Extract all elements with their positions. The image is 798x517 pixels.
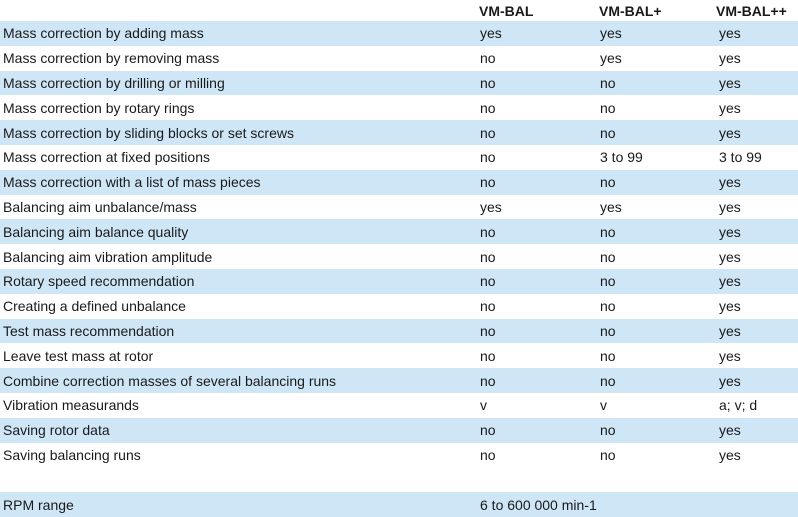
feature-cell: Leave test mass at rotor [3, 347, 154, 364]
vm-bal-cell: no [480, 124, 496, 141]
table-row [0, 244, 798, 269]
header-vm-bal-plusplus: VM-BAL++ [716, 2, 787, 19]
vm-bal-cell: no [480, 74, 496, 91]
vm-bal-plusplus-cell: yes [719, 174, 741, 191]
vm-bal-plusplus-cell: yes [719, 422, 741, 439]
table-row [0, 95, 798, 120]
vm-bal-plusplus-cell: yes [719, 198, 741, 215]
vm-bal-cell: no [480, 149, 496, 166]
table-row [0, 145, 798, 170]
vm-bal-plus-cell: v [600, 397, 607, 414]
vm-bal-plus-cell: no [600, 422, 616, 439]
feature-cell: Balancing aim unbalance/mass [3, 198, 197, 215]
vm-bal-plus-cell: no [600, 446, 616, 463]
rpm-value: 6 to 600 000 min-1 [480, 496, 597, 513]
feature-cell: Saving balancing runs [3, 446, 141, 463]
vm-bal-cell: no [480, 322, 496, 339]
vm-bal-plusplus-cell: yes [719, 25, 741, 42]
vm-bal-plus-cell: no [600, 298, 616, 315]
vm-bal-cell: no [480, 422, 496, 439]
vm-bal-cell: no [480, 273, 496, 290]
rpm-label: RPM range [3, 496, 74, 513]
vm-bal-plusplus-cell: yes [719, 322, 741, 339]
vm-bal-plus-cell: no [600, 223, 616, 240]
table-row [0, 294, 798, 319]
table-row [0, 21, 798, 46]
vm-bal-plusplus-cell: yes [719, 124, 741, 141]
table-row [0, 71, 798, 96]
vm-bal-cell: v [480, 397, 487, 414]
vm-bal-plus-cell: no [600, 347, 616, 364]
feature-cell: Vibration measurands [3, 397, 139, 414]
vm-bal-plus-cell: yes [600, 198, 622, 215]
feature-cell: Rotary speed recommendation [3, 273, 195, 290]
vm-bal-plus-cell: no [600, 273, 616, 290]
vm-bal-plusplus-cell: yes [719, 74, 741, 91]
vm-bal-cell: no [480, 50, 496, 67]
vm-bal-plus-cell: no [600, 99, 616, 116]
vm-bal-plusplus-cell: yes [719, 223, 741, 240]
vm-bal-cell: no [480, 347, 496, 364]
vm-bal-cell: no [480, 223, 496, 240]
vm-bal-cell: no [480, 446, 496, 463]
table-row [0, 343, 798, 368]
table-row [0, 443, 798, 468]
vm-bal-cell: no [480, 99, 496, 116]
vm-bal-cell: no [480, 372, 496, 389]
vm-bal-cell: no [480, 248, 496, 265]
feature-cell: Combine correction masses of several balancing runs [3, 372, 337, 389]
feature-cell: Mass correction with a list of mass pieces [3, 174, 261, 191]
table-row [0, 319, 798, 344]
vm-bal-plus-cell: 3 to 99 [600, 149, 643, 166]
vm-bal-plusplus-cell: yes [719, 99, 741, 116]
table-body [0, 21, 798, 467]
vm-bal-cell: no [480, 174, 496, 191]
feature-cell: Mass correction by adding mass [3, 25, 204, 42]
vm-bal-plusplus-cell: yes [719, 446, 741, 463]
vm-bal-plus-cell: no [600, 74, 616, 91]
table-row [0, 368, 798, 393]
vm-bal-plus-cell: no [600, 372, 616, 389]
vm-bal-plus-cell: no [600, 248, 616, 265]
feature-cell: Balancing aim vibration amplitude [3, 248, 213, 265]
vm-bal-plusplus-cell: yes [719, 273, 741, 290]
table-row [0, 393, 798, 418]
vm-bal-plusplus-cell: yes [719, 248, 741, 265]
feature-cell: Creating a defined unbalance [3, 298, 186, 315]
vm-bal-cell: yes [480, 198, 502, 215]
spacer [0, 467, 798, 492]
vm-bal-plusplus-cell: yes [719, 298, 741, 315]
table-row [0, 219, 798, 244]
header-vm-bal: VM-BAL [479, 2, 534, 19]
vm-bal-plusplus-cell: yes [719, 347, 741, 364]
table-row [0, 46, 798, 71]
vm-bal-cell: no [480, 298, 496, 315]
vm-bal-cell: yes [480, 25, 502, 42]
vm-bal-plus-cell: no [600, 174, 616, 191]
rpm-range-row [0, 492, 798, 517]
feature-cell: Mass correction by sliding blocks or set screws [3, 124, 294, 141]
vm-bal-plus-cell: no [600, 322, 616, 339]
feature-cell: Mass correction at fixed positions [3, 149, 210, 166]
header-vm-bal-plus: VM-BAL+ [599, 2, 662, 19]
feature-cell: Mass correction by removing mass [3, 50, 220, 67]
table-row [0, 170, 798, 195]
table-row [0, 418, 798, 443]
feature-cell: Test mass recommendation [3, 322, 175, 339]
vm-bal-plusplus-cell: a; v; d [719, 397, 758, 414]
vm-bal-plusplus-cell: yes [719, 372, 741, 389]
table-row [0, 195, 798, 220]
table-header [0, 0, 798, 21]
feature-cell: Mass correction by rotary rings [3, 99, 195, 116]
vm-bal-plus-cell: no [600, 124, 616, 141]
vm-bal-plus-cell: yes [600, 25, 622, 42]
feature-cell: Mass correction by drilling or milling [3, 74, 225, 91]
feature-cell: Saving rotor data [3, 422, 110, 439]
vm-bal-plus-cell: yes [600, 50, 622, 67]
table-row [0, 120, 798, 145]
feature-cell: Balancing aim balance quality [3, 223, 189, 240]
vm-bal-plusplus-cell: 3 to 99 [719, 149, 762, 166]
table-row [0, 269, 798, 294]
vm-bal-plusplus-cell: yes [719, 50, 741, 67]
